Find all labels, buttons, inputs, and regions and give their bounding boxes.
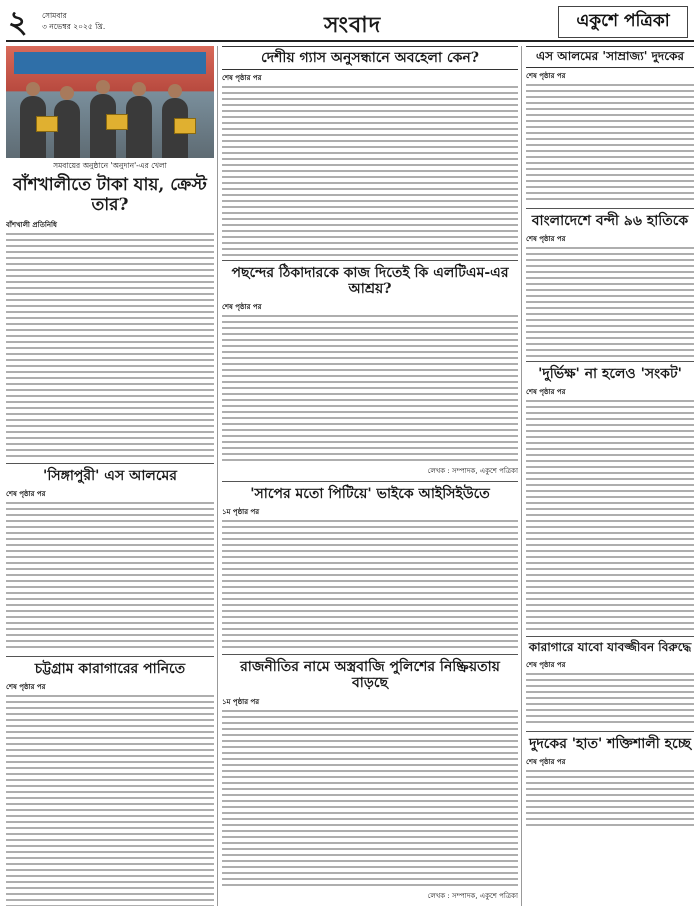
page-number: ২ <box>8 5 28 40</box>
column-left <box>6 46 214 906</box>
article-body <box>6 233 214 459</box>
article-body <box>222 520 518 650</box>
article-body <box>526 247 694 357</box>
article-body <box>6 695 214 906</box>
headline: বাঁশখালীতে টাকা যায়, ক্রেস্ট তার? <box>13 175 207 215</box>
byline: শেষ পৃষ্ঠার পর <box>222 303 262 312</box>
divider <box>526 208 694 209</box>
byline: শেষ পৃষ্ঠার পর <box>526 757 566 766</box>
byline: ১ম পৃষ্ঠার পর <box>222 508 260 517</box>
divider <box>222 260 518 261</box>
column-divider <box>521 46 522 906</box>
byline: শেষ পৃষ্ঠার পর <box>6 683 46 692</box>
byline: শেষ পৃষ্ঠার পর <box>526 387 566 396</box>
headline: রাজনীতির নামে অস্ত্রবাজি পুলিশের নিষ্ক্রিয়তায় বাড়ছে <box>240 659 500 692</box>
column-right <box>526 46 694 906</box>
headline: দেশীয় গ্যাস অনুসন্ধানে অবহেলা কেন? <box>261 50 479 66</box>
brand-logo: একুশে পত্রিকা <box>558 6 688 38</box>
article-body <box>222 86 518 256</box>
divider <box>222 481 518 482</box>
headline: চট্টগ্রাম কারাগারের পানিতে <box>34 661 186 678</box>
byline: শেষ পৃষ্ঠার পর <box>222 74 262 83</box>
headline: 'দুর্ভিক্ষ' না হলেও 'সংকট' <box>538 365 682 382</box>
page-date-text: ৩ নভেম্বর ২০২৫ খ্রি. <box>42 22 106 31</box>
divider <box>222 654 518 655</box>
crest-plaque <box>174 118 196 134</box>
column-center <box>222 46 518 906</box>
credit-line: লেখক : সম্পাদক, একুশে পত্রিকা <box>427 467 518 476</box>
article-body <box>526 770 694 830</box>
column-divider <box>217 46 218 906</box>
crest-plaque <box>106 114 128 130</box>
credit-line: লেখক : সম্পাদক, একুশে পত্রিকা <box>427 891 518 900</box>
article-body <box>526 84 694 204</box>
headline-box <box>222 46 518 70</box>
page-day: সোমবার <box>42 11 67 20</box>
byline: শেষ পৃষ্ঠার পর <box>6 490 46 499</box>
section-title: সংবাদ <box>324 12 382 38</box>
page-date <box>42 10 105 32</box>
article-body <box>222 710 518 888</box>
article-body <box>222 315 518 463</box>
headline: 'সাপের মতো পিটিয়ে' ভাইকে আইসিইউতে <box>250 486 490 503</box>
article-body <box>6 502 214 652</box>
photo-banner <box>14 52 206 74</box>
headline: বাংলাদেশে বন্দী ৯৬ হাতিকে <box>531 212 689 229</box>
masthead <box>6 4 694 44</box>
divider <box>6 463 214 464</box>
headline-box <box>526 46 694 68</box>
byline: শেষ পৃষ্ঠার পর <box>526 660 566 669</box>
byline: ১ম পৃষ্ঠার পর <box>222 697 260 706</box>
crest-plaque <box>36 116 58 132</box>
headline: পছন্দের ঠিকাদারকে কাজ দিতেই কি এলটিএম-এর আশ্রয়? <box>231 265 509 298</box>
divider <box>526 731 694 732</box>
byline: বাঁশখালী প্রতিনিধি <box>6 221 57 230</box>
article-body <box>526 673 694 727</box>
headline: এস আলমের 'সাম্রাজ্য' দুদকের <box>535 49 685 63</box>
byline: শেষ পৃষ্ঠার পর <box>526 71 566 80</box>
divider <box>526 636 694 637</box>
byline: শেষ পৃষ্ঠার পর <box>526 234 566 243</box>
masthead-rule <box>6 40 694 42</box>
news-photo <box>6 46 214 158</box>
divider <box>6 656 214 657</box>
headline: 'সিঙ্গাপুরী' এস আলমের <box>43 468 177 485</box>
photo-caption: সমবায়ের অনুষ্ঠানে 'অনুদান'-এর খেলা <box>53 161 167 170</box>
headline: কারাগারে যাবো যাবজ্জীবন বিরুদ্ধে <box>528 639 692 654</box>
divider <box>526 361 694 362</box>
headline: দুদকের 'হাত' শক্তিশালী হচ্ছে <box>529 735 691 752</box>
article-body <box>526 400 694 632</box>
photo-person <box>126 96 152 158</box>
